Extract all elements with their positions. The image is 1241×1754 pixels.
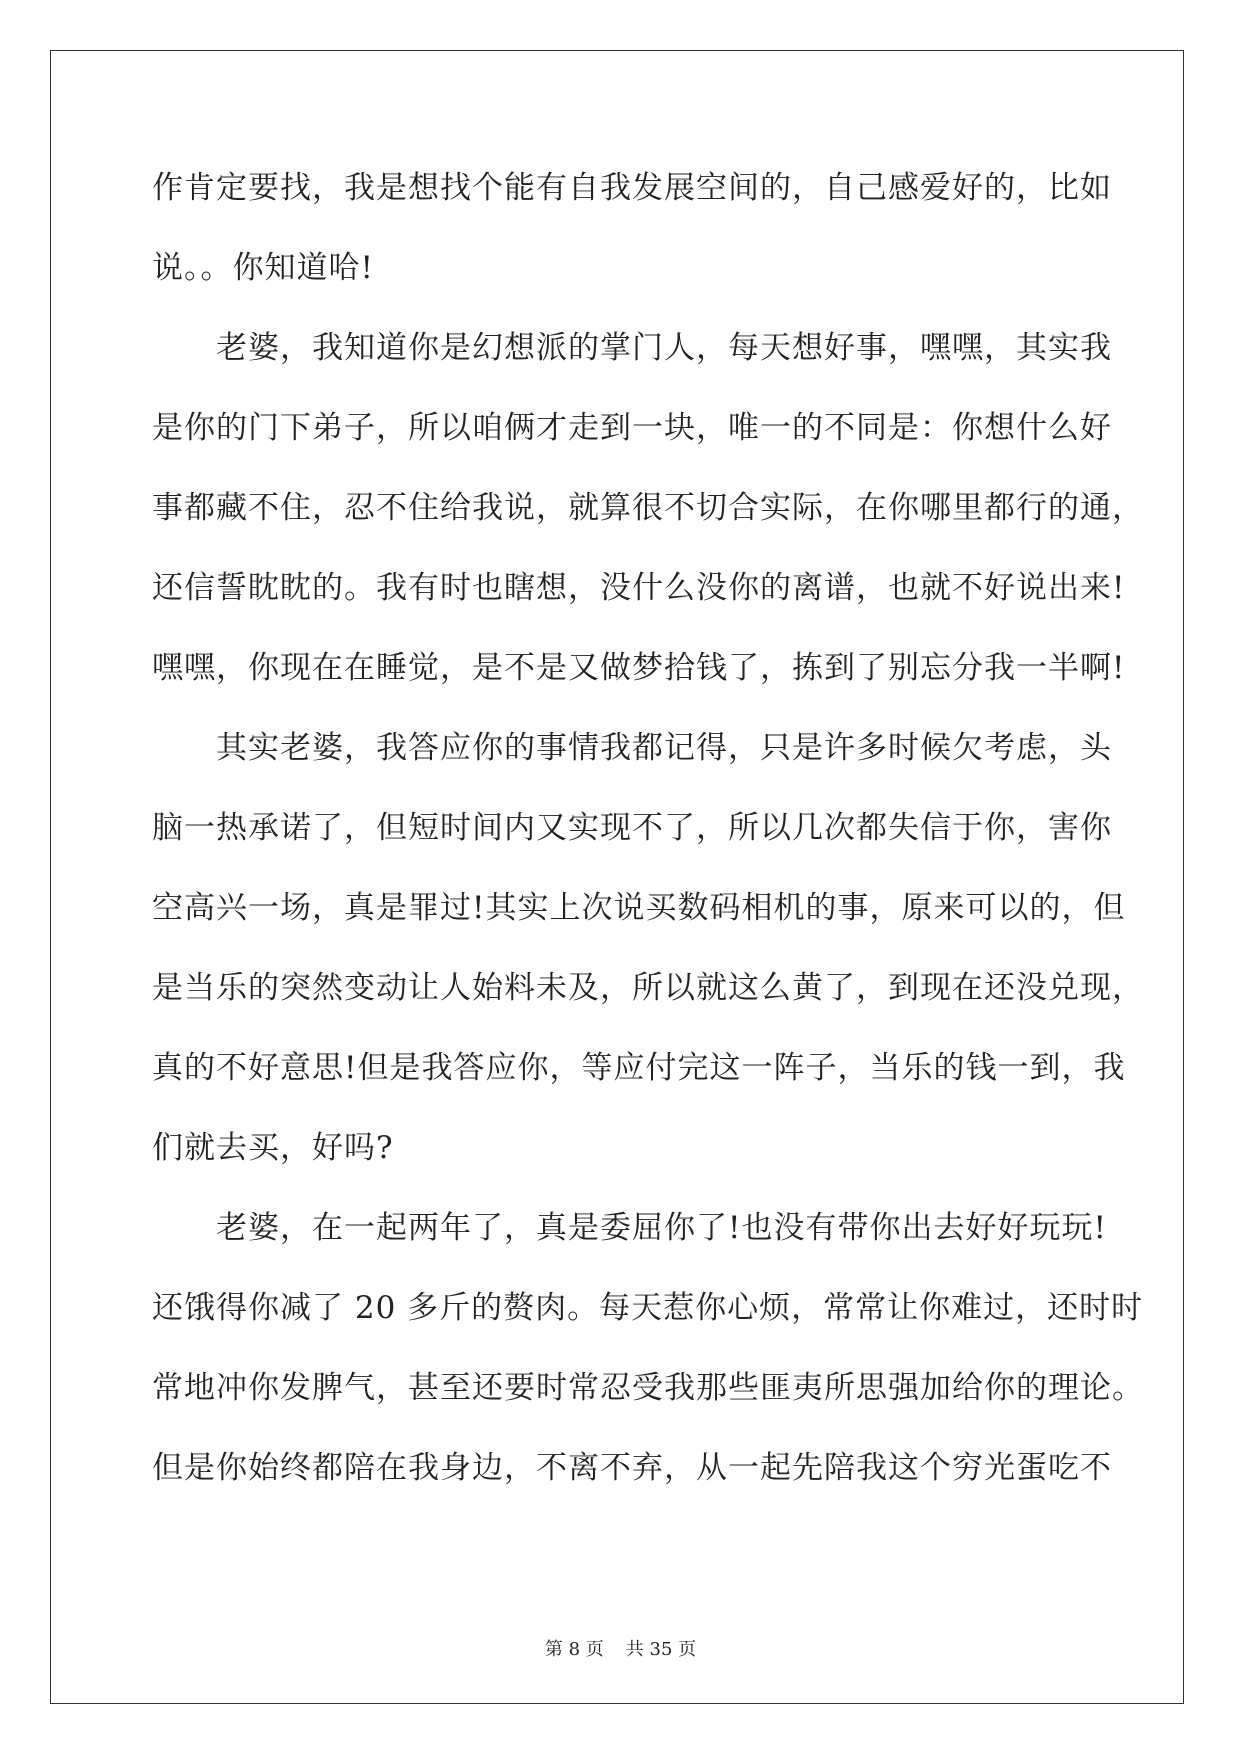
page-total: 共 35 页 xyxy=(625,1639,697,1660)
text-line: 说。。你知道哈! xyxy=(152,250,374,286)
document-body xyxy=(152,160,1144,1520)
paragraph-start-line: 老婆，我知道你是幻想派的掌门人，每天想好事，嘿嘿，其实我 xyxy=(216,330,1112,366)
text-line: 脑一热承诺了，但短时间内又实现不了，所以几次都失信于你，害你 xyxy=(152,810,1112,846)
text-line: 是当乐的突然变动让人始料未及，所以就这么黄了，到现在还没兑现， xyxy=(152,970,1144,1006)
page-footer xyxy=(0,1635,1241,1661)
text-line: 真的不好意思!但是我答应你，等应付完这一阵子，当乐的钱一到，我 xyxy=(152,1050,1126,1086)
page-number: 第 8 页 xyxy=(544,1639,604,1660)
text-line: 作肯定要找，我是想找个能有自我发展空间的，自己感爱好的，比如 xyxy=(152,170,1112,206)
text-line: 还信誓眈眈的。我有时也瞎想，没什么没你的离谱，也就不好说出来! xyxy=(152,570,1126,606)
paragraph-start-line: 其实老婆，我答应你的事情我都记得，只是许多时候欠考虑，头 xyxy=(216,730,1112,766)
text-line: 们就去买，好吗? xyxy=(152,1130,394,1166)
text-line: 常地冲你发脾气，甚至还要时常忍受我那些匪夷所思强加给你的理论。 xyxy=(152,1370,1144,1406)
text-line: 嘿嘿，你现在在睡觉，是不是又做梦拾钱了，拣到了别忘分我一半啊! xyxy=(152,650,1126,686)
text-line: 事都藏不住，忍不住给我说，就算很不切合实际，在你哪里都行的通， xyxy=(152,490,1144,526)
paragraph-start-line: 老婆，在一起两年了，真是委屈你了!也没有带你出去好好玩玩! xyxy=(216,1210,1107,1246)
text-line: 还饿得你减了 20 多斤的赘肉。每天惹你心烦，常常让你难过，还时时 xyxy=(152,1290,1144,1326)
text-line: 是你的门下弟子，所以咱俩才走到一块，唯一的不同是：你想什么好 xyxy=(152,410,1112,446)
text-line: 但是你始终都陪在我身边，不离不弃，从一起先陪我这个穷光蛋吃不 xyxy=(152,1450,1112,1486)
text-line: 空高兴一场，真是罪过!其实上次说买数码相机的事，原来可以的，但 xyxy=(152,890,1126,926)
